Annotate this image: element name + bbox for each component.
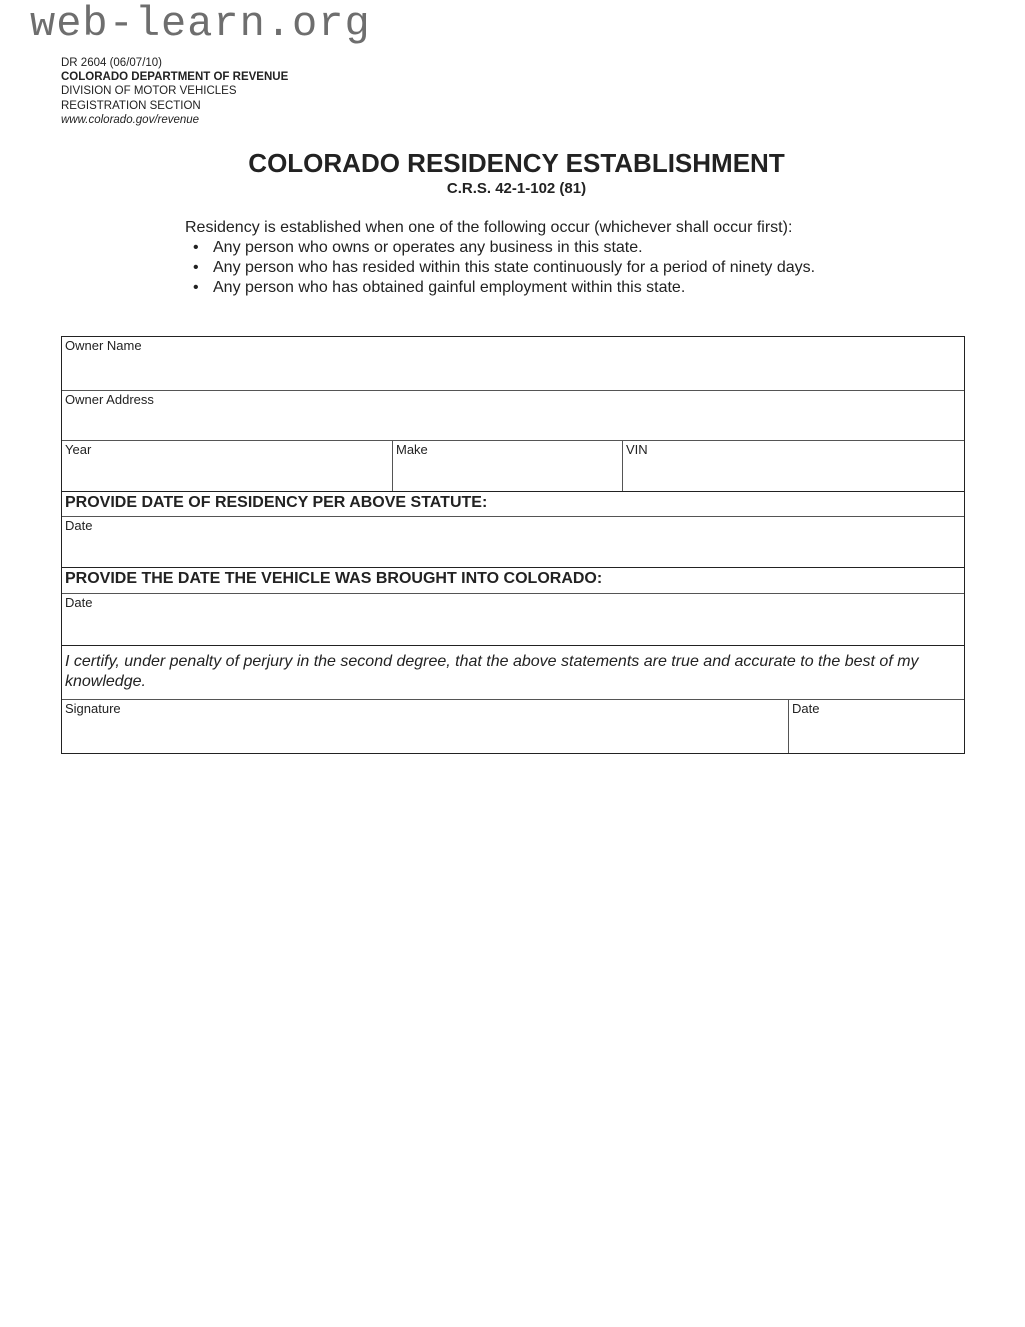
residency-heading: PROVIDE DATE OF RESIDENCY PER ABOVE STATUTE: bbox=[65, 494, 488, 511]
vehicle-date-field[interactable] bbox=[62, 593, 964, 645]
vin-label: VIN bbox=[626, 442, 648, 457]
intro bbox=[185, 218, 815, 298]
division: DIVISION OF MOTOR VEHICLES bbox=[61, 85, 237, 98]
form-header bbox=[61, 56, 288, 127]
residency-date-field[interactable] bbox=[62, 516, 964, 567]
statute: C.R.S. 42-1-102 (81) bbox=[446, 180, 587, 197]
make-field[interactable] bbox=[392, 440, 622, 491]
certification-text: I certify, under penalty of perjury in the second degree, that the above statements are true and accurate to the best of my knowledge. bbox=[65, 653, 919, 690]
year-label: Year bbox=[65, 442, 92, 457]
signature-date-field[interactable] bbox=[788, 699, 964, 753]
form-number: DR 2604 (06/07/10) bbox=[61, 57, 163, 69]
residency-form bbox=[61, 336, 965, 754]
page-title: COLORADO RESIDENCY ESTABLISHMENT bbox=[248, 148, 785, 178]
vehicle-heading: PROVIDE THE DATE THE VEHICLE WAS BROUGHT INTO COLORADO: bbox=[65, 570, 603, 587]
list-item: • Any person who has resided within this state continuously for a period of ninety days. bbox=[185, 258, 815, 278]
website-link[interactable]: www.colorado.gov/revenue bbox=[61, 113, 200, 126]
owner-address-field[interactable] bbox=[62, 390, 964, 440]
vehicle-heading-row bbox=[62, 567, 964, 593]
date-label: Date bbox=[792, 701, 820, 716]
certification-row bbox=[62, 645, 964, 699]
date-label: Date bbox=[65, 595, 93, 610]
residency-heading-row bbox=[62, 491, 964, 516]
department: COLORADO DEPARTMENT OF REVENUE bbox=[61, 71, 289, 84]
vin-field[interactable] bbox=[622, 440, 964, 491]
year-field[interactable] bbox=[62, 440, 392, 491]
intro-lead: Residency is established when one of the following occur (whichever shall occur first): bbox=[185, 219, 793, 236]
list-item: • Any person who owns or operates any business in this state. bbox=[185, 238, 815, 258]
signature-field[interactable] bbox=[62, 699, 788, 753]
owner-address-label: Owner Address bbox=[65, 392, 154, 407]
owner-name-field[interactable] bbox=[62, 337, 964, 390]
watermark: web-learn.org bbox=[30, 0, 371, 48]
signature-label: Signature bbox=[65, 701, 121, 716]
make-label: Make bbox=[396, 442, 428, 457]
section: REGISTRATION SECTION bbox=[61, 99, 201, 112]
date-label: Date bbox=[65, 518, 93, 533]
owner-name-label: Owner Name bbox=[65, 338, 142, 353]
list-item: • Any person who has obtained gainful employment within this state. bbox=[185, 278, 815, 298]
